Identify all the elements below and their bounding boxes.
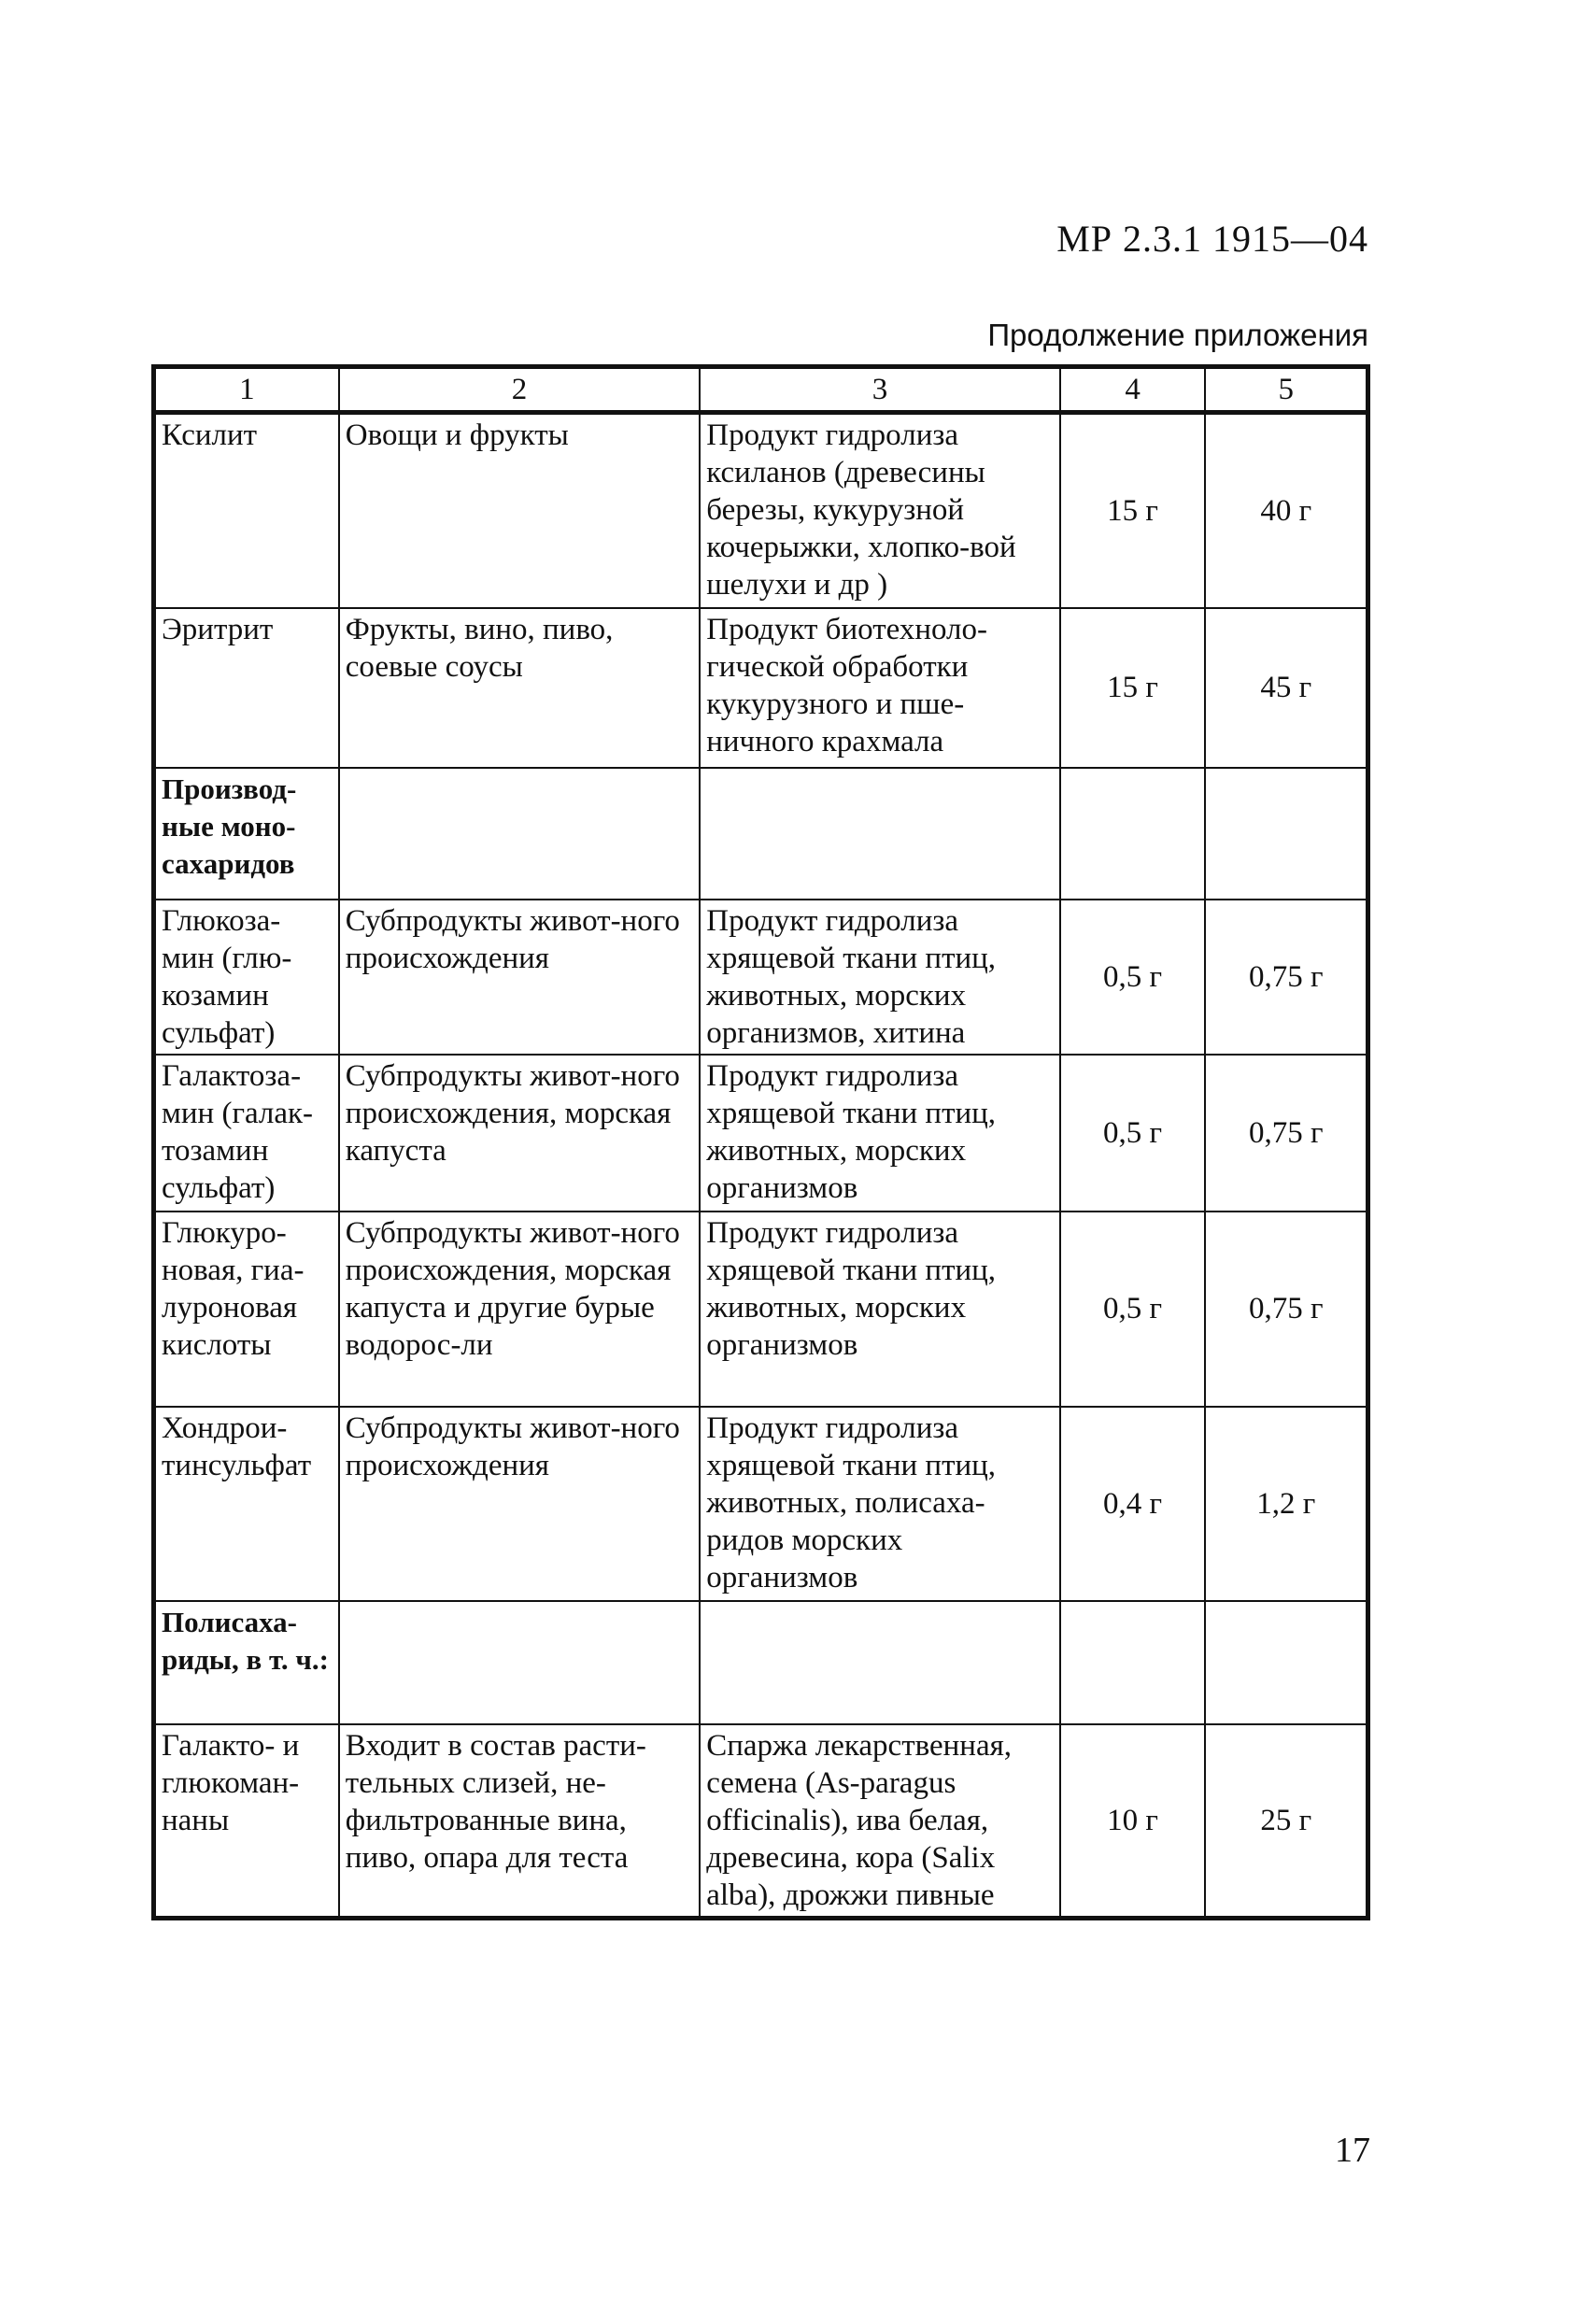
table-header-row [154,367,1368,413]
table-row [154,1212,1368,1407]
value-cell-col4: 15 г [1060,413,1206,608]
substance-cell: Глюкоза-мин (глю-козамин сульфат) [154,900,339,1055]
production-cell: Продукт гидролиза ксиланов (древесины березы, кукурузной кочерыжки, хлопко-вой шелухи и др ) [700,413,1059,608]
substance-cell: Галактоза-мин (галак-тозамин сульфат) [154,1055,339,1212]
production-cell: Продукт биотехноло-гической обработки кукурузного и пше-ничного крахмала [700,608,1059,768]
substance-cell: Ксилит [154,413,339,608]
section-heading-cell: Производ-ные моно-сахаридов [154,768,339,900]
page-number: 17 [1335,2131,1370,2170]
source-cell: Субпродукты живот-ного происхождения [339,900,700,1055]
section-heading-cell: Полисаха-риды, в т. ч.: [154,1601,339,1724]
value-cell-col5: 0,75 г [1205,1055,1367,1212]
source-cell [339,768,700,900]
table-row [154,413,1368,608]
production-cell: Продукт гидролиза хрящевой ткани птиц, животных, морских организмов [700,1055,1059,1212]
table-row [154,900,1368,1055]
column-header: 2 [339,367,700,413]
appendix-continuation-note: Продолжение приложения [987,318,1368,352]
table-row [154,1724,1368,1919]
table-row-section [154,768,1368,900]
table-row [154,608,1368,768]
column-header: 1 [154,367,339,413]
column-header: 3 [700,367,1059,413]
source-cell [339,1601,700,1724]
value-cell-col4: 0,5 г [1060,1212,1206,1407]
value-cell-col5: 40 г [1205,413,1367,608]
production-cell: Продукт гидролиза хрящевой ткани птиц, животных, морских организмов [700,1212,1059,1407]
production-cell [700,768,1059,900]
production-cell [700,1601,1059,1724]
substance-cell: Галакто- и глюкоман-наны [154,1724,339,1919]
source-cell: Фрукты, вино, пиво, соевые соусы [339,608,700,768]
substance-cell: Глюкуро-новая, гиа-луроновая кислоты [154,1212,339,1407]
source-cell: Субпродукты живот-ного происхождения, морская капуста и другие бурые водорос-ли [339,1212,700,1407]
value-cell-col4: 0,5 г [1060,900,1206,1055]
production-cell: Продукт гидролиза хрящевой ткани птиц, животных, полисаха-ридов морских организмов [700,1407,1059,1601]
value-cell-col5: 45 г [1205,608,1367,768]
production-cell: Продукт гидролиза хрящевой ткани птиц, животных, морских организмов, хитина [700,900,1059,1055]
table-row [154,1055,1368,1212]
value-cell-col4: 10 г [1060,1724,1206,1919]
substance-cell: Эритрит [154,608,339,768]
value-cell-col4 [1060,1601,1206,1724]
column-header: 5 [1205,367,1367,413]
supplement-table [151,364,1370,1920]
value-cell-col5: 1,2 г [1205,1407,1367,1601]
substance-cell: Хондрои-тинсульфат [154,1407,339,1601]
table-row-section [154,1601,1368,1724]
production-cell: Спаржа лекарственная, семена (As-paragus officinalis), ива белая, древесина, кора (Salix alba), дрожжи пивные [700,1724,1059,1919]
value-cell-col5 [1205,768,1367,900]
value-cell-col5: 0,75 г [1205,1212,1367,1407]
table-row [154,1407,1368,1601]
value-cell-col5: 25 г [1205,1724,1367,1919]
document-code: МР 2.3.1 1915—04 [1056,218,1368,260]
value-cell-col5 [1205,1601,1367,1724]
column-header: 4 [1060,367,1206,413]
source-cell: Входит в состав расти-тельных слизей, не-фильтрованные вина, пиво, опара для теста [339,1724,700,1919]
value-cell-col4 [1060,768,1206,900]
source-cell: Субпродукты живот-ного происхождения [339,1407,700,1601]
value-cell-col4: 15 г [1060,608,1206,768]
value-cell-col4: 0,5 г [1060,1055,1206,1212]
value-cell-col5: 0,75 г [1205,900,1367,1055]
source-cell: Субпродукты живот-ного происхождения, морская капуста [339,1055,700,1212]
value-cell-col4: 0,4 г [1060,1407,1206,1601]
source-cell: Овощи и фрукты [339,413,700,608]
